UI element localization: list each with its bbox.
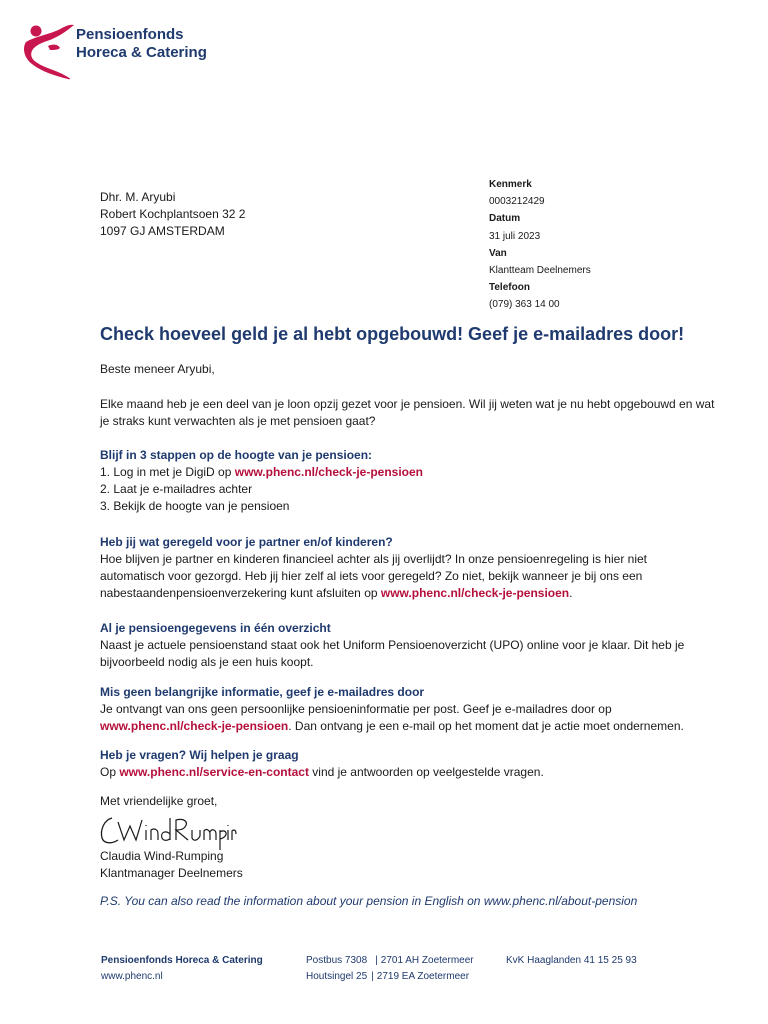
footer-website-link[interactable]: www.phenc.nl [101,971,163,982]
kenmerk-label: Kenmerk [489,179,532,190]
partner-line: automatisch voor gezorgd. Heb jij hier zelf al iets voor geregeld? Zo niet, bekijk wanneer je bij ons een [100,569,643,583]
recipient-address [100,189,245,240]
email-line [100,718,684,735]
recipient-city: 1097 GJ AMSTERDAM [100,224,225,238]
footer-separator: | [371,971,374,982]
footer-kvk: KvK Haaglanden 41 15 25 93 [506,955,637,966]
intro-paragraph [100,396,714,430]
email-line: Je ontvangt van ons geen persoonlijke pensioeninformatie per post. Geef je e-mailadres door op [100,702,612,716]
signatory-role: Klantmanager Deelnemers [100,866,243,880]
postscript: P.S. You can also read the information about your pension in English on www.phenc.nl/about-pension [100,894,638,908]
email-heading: Mis geen belangrijke informatie, geef je e-mailadres door [100,685,425,699]
questions-suffix: vind je antwoorden op veelgestelde vragen. [308,765,544,779]
footer-visit: Houtsingel 25 [306,971,368,982]
recipient-street: Robert Kochplantsoen 32 2 [100,207,246,221]
logo-text [76,26,207,62]
partner-section [100,534,647,602]
footer-postbus-row [306,953,474,969]
steps-section [100,447,423,515]
intro-line: je straks kunt verwachten als je met pensioen gaat? [100,414,376,428]
signatory [100,848,243,882]
logo-icon [22,20,80,80]
footer-organisation [101,953,263,985]
datum-value: 31 juli 2023 [489,230,541,242]
email-line-text: . Dan ontvang je een e-mail op het moment dat je actie moet ondernemen. [288,719,684,733]
partner-heading: Heb jij wat geregeld voor je partner en/of kinderen? [100,535,393,549]
closing-greeting: Met vriendelijke groet, [100,794,218,808]
partner-line-text: nabestaandenpensioenverzekering kunt afsluiten op [100,586,381,600]
van-label: Van [489,247,507,259]
datum-label: Datum [489,213,521,225]
telefoon-label: Telefoon [489,282,530,294]
partner-line-end: . [569,586,573,600]
questions-line [100,764,544,781]
step-1-text: 1. Log in met je DigiD op [100,465,235,479]
overview-heading: Al je pensioengegevens in één overzicht [100,621,331,635]
step-2: 2. Laat je e-mailadres achter [100,482,253,496]
logo-line-1: Pensioenfonds [76,26,184,43]
step-3: 3. Bekijk de hoogte van je pensioen [100,499,290,513]
signatory-name: Claudia Wind-Rumping [100,849,224,863]
email-section [100,684,684,735]
questions-prefix: Op [100,765,120,779]
footer-postbus: Postbus 7308 [306,955,368,966]
footer-addresses [306,953,474,985]
check-pensioen-link[interactable]: www.phenc.nl/check-je-pensioen [380,586,570,600]
service-contact-link[interactable]: www.phenc.nl/service-en-contact [119,765,309,779]
overview-line: bijvoorbeeld nodig als je een huis koopt. [100,655,314,669]
step-1 [100,464,423,481]
intro-line: Elke maand heb je een deel van je loon opzij gezet voor je pensioen. Wil jij weten wat je nu hebt opgebouwd en wat [100,397,715,411]
steps-heading: Blijf in 3 stappen op de hoogte van je pensioen: [100,448,373,462]
letter-title: Check hoeveel geld je al hebt opgebouwd! Geef je e-mailadres door! [100,324,685,344]
overview-section [100,620,684,671]
footer-separator: | [375,955,378,966]
footer-visit-row [306,969,474,985]
telefoon-value: (079) 363 14 00 [489,299,560,311]
footer-org-name: Pensioenfonds Horeca & Catering [101,955,263,966]
partner-line [100,585,647,602]
questions-section [100,747,544,781]
footer-postbus-city: 2701 AH Zoetermeer [380,955,474,966]
overview-line: Naast je actuele pensioenstand staat ook het Uniform Pensioenoverzicht (UPO) online voor je klaar. Dit heb je [100,638,685,652]
recipient-name: Dhr. M. Aryubi [100,190,176,204]
kenmerk-value: 0003212429 [489,196,545,208]
check-pensioen-link[interactable]: www.phenc.nl/check-je-pensioen [100,719,289,733]
partner-line: Hoe blijven je partner en kinderen financieel achter als jij overlijdt? In onze pensioenregeling is hier niet [100,552,647,566]
salutation: Beste meneer Aryubi, [100,362,215,376]
check-pensioen-link[interactable]: www.phenc.nl/check-je-pensioen [234,465,424,479]
letter-meta [489,176,591,314]
footer-visit-city: 2719 EA Zoetermeer [376,971,470,982]
logo-line-2: Horeca & Catering [76,44,207,61]
van-value: Klantteam Deelnemers [489,265,591,277]
questions-heading: Heb je vragen? Wij helpen je graag [100,748,299,762]
